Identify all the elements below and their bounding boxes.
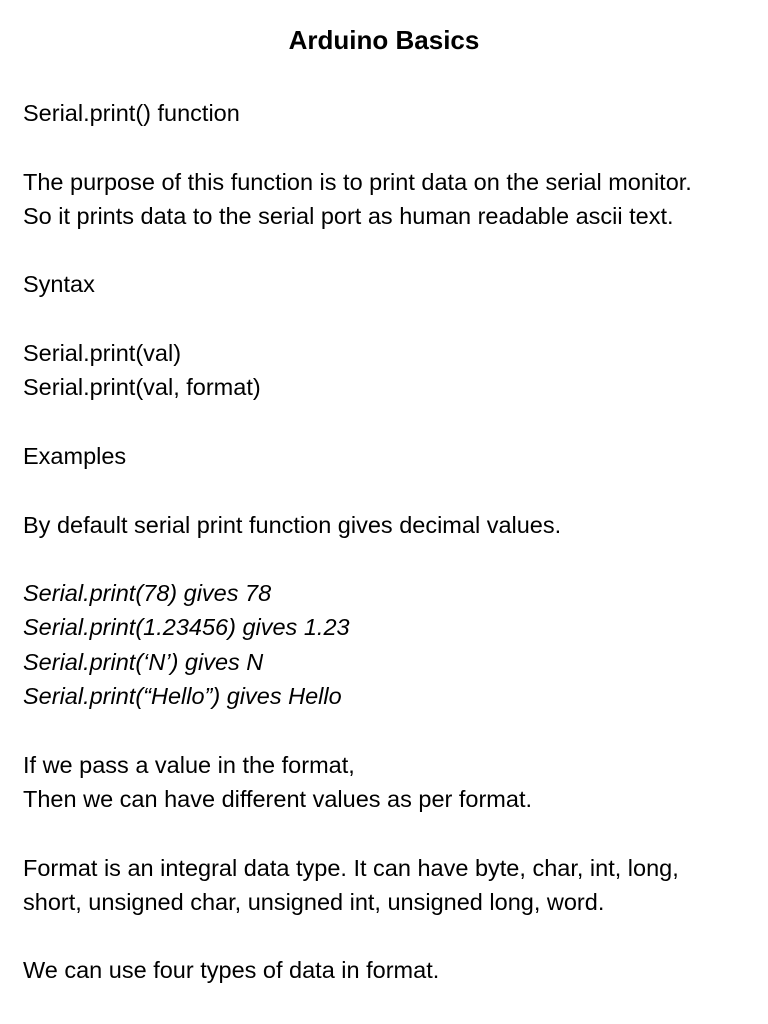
default-note: By default serial print function gives decimal values.: [23, 511, 562, 538]
spacer: [23, 130, 753, 164]
examples-heading: Examples: [23, 442, 127, 469]
spacer: [23, 816, 753, 850]
syntax-line-1: Serial.print(val): [23, 340, 182, 367]
final-text-line: We can use four types of data in format.: [23, 957, 440, 984]
spacer: [23, 919, 753, 953]
page-title: Arduino Basics: [288, 25, 480, 55]
format-text-line-1: If we pass a value in the format,: [23, 751, 355, 778]
spacer: [23, 713, 753, 747]
format-text-line-2: Then we can have different values as per format.: [23, 785, 533, 812]
section-heading: Serial.print() function: [23, 100, 240, 126]
spacer: [23, 302, 753, 336]
example-line-2: Serial.print(1.23456) gives 1.23: [23, 614, 350, 641]
purpose-text-line-2: So it prints data to the serial port as human readable ascii text.: [23, 202, 674, 229]
spacer: [23, 405, 753, 439]
type-text-line-2: short, unsigned char, unsigned int, unsigned long, word.: [23, 888, 605, 915]
spacer: [23, 542, 753, 576]
type-text-line-1: Format is an integral data type. It can have byte, char, int, long,: [23, 854, 679, 881]
example-line-3: Serial.print(‘N’) gives N: [23, 648, 264, 675]
syntax-line-2: Serial.print(val, format): [23, 374, 261, 401]
purpose-text-line-1: The purpose of this function is to print data on the serial monitor.: [23, 168, 692, 195]
example-line-1: Serial.print(78) gives 78: [23, 580, 272, 607]
document-body: [23, 96, 753, 988]
syntax-heading: Syntax: [23, 271, 95, 298]
spacer: [23, 233, 753, 267]
example-line-4: Serial.print(“Hello”) gives Hello: [23, 683, 342, 710]
spacer: [23, 473, 753, 507]
